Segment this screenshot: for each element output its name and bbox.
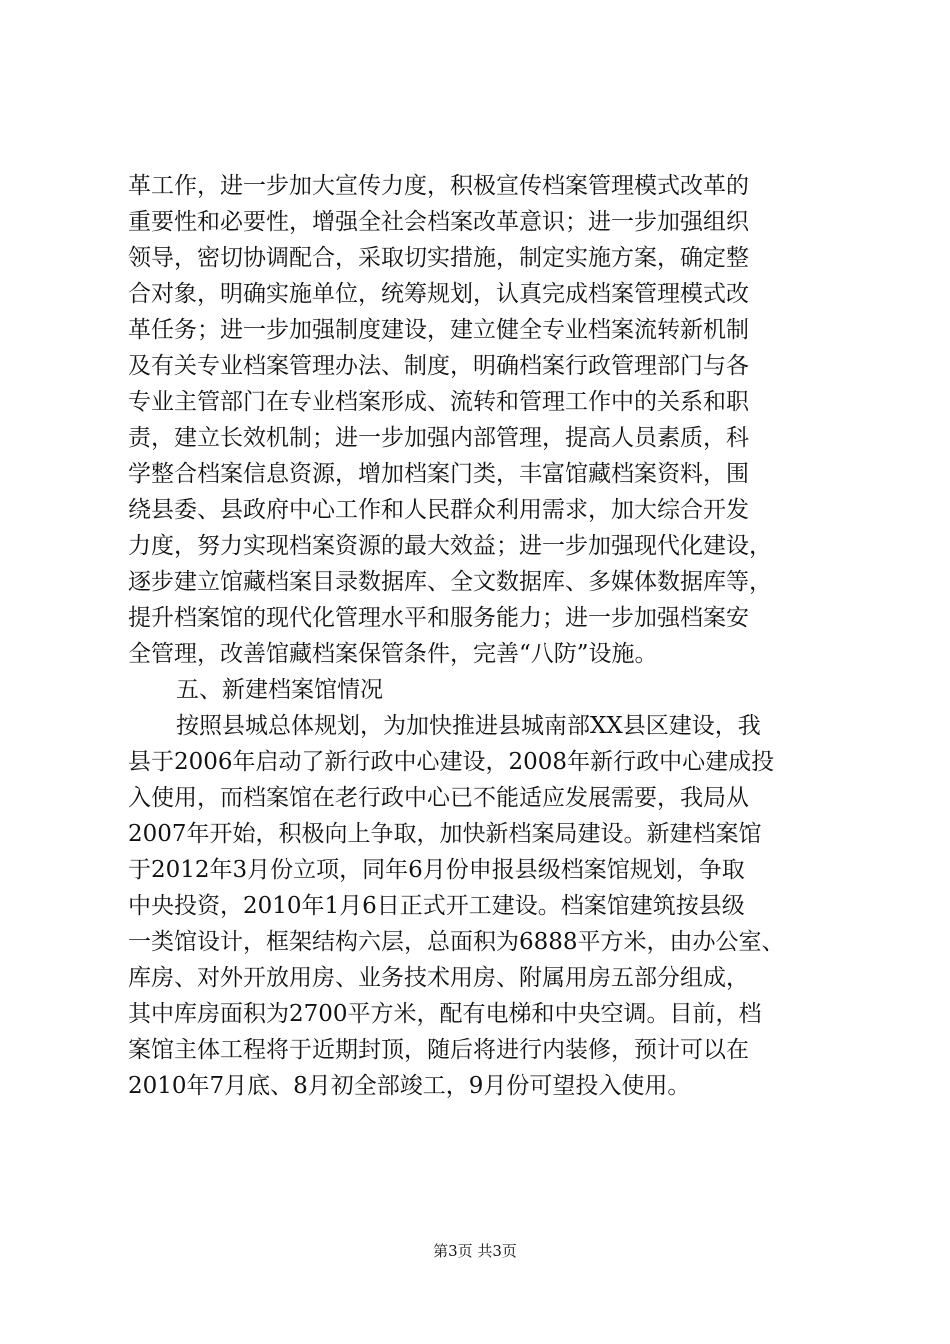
section-heading: 五、新建档案馆情况 <box>176 677 383 703</box>
text-line: 革工作，进一步加大宣传力度，积极宣传档案管理模式改革的 <box>128 173 749 199</box>
text-line: 2010年7月底、8月初全部竣工，9月份可望投入使用。 <box>128 1073 691 1099</box>
text-line: 责，建立长效机制；进一步加强内部管理，提高人员素质，科 <box>128 425 749 451</box>
text-line: 及有关专业档案管理办法、制度，明确档案行政管理部门与各 <box>128 353 749 379</box>
text-line: 力度，努力实现档案资源的最大效益；进一步加强现代化建设， <box>128 533 772 559</box>
page-footer <box>0 1241 950 1261</box>
text-line: 库房、对外开放用房、业务技术用房、附属用房五部分组成， <box>128 965 749 991</box>
text-line: 中央投资，2010年1月6日正式开工建设。档案馆建筑按县级 <box>128 893 745 919</box>
text-line: 绕县委、县政府中心工作和人民群众利用需求，加大综合开发 <box>128 497 749 523</box>
text-line: 其中库房面积为2700平方米，配有电梯和中央空调。目前，档 <box>128 1001 762 1027</box>
text-line: 于2012年3月份立项，同年6月份申报县级档案馆规划，争取 <box>128 857 745 883</box>
text-line: 专业主管部门在专业档案形成、流转和管理工作中的关系和职 <box>128 389 749 415</box>
text-line: 按照县城总体规划，为加快推进县城南部XX县区建设，我 <box>176 713 761 739</box>
text-line: 一类馆设计，框架结构六层，总面积为6888平方米，由办公室、 <box>128 929 785 955</box>
body-text <box>128 168 833 1104</box>
page-number: 第3页 共3页 <box>433 1242 517 1260</box>
text-line: 重要性和必要性，增强全社会档案改革意识；进一步加强组织 <box>128 209 749 235</box>
text-line: 入使用，而档案馆在老行政中心已不能适应发展需要，我局从 <box>128 785 749 811</box>
text-line: 全管理，改善馆藏档案保管条件，完善“八防”设施。 <box>128 641 658 667</box>
text-line: 革任务；进一步加强制度建设，建立健全专业档案流转新机制 <box>128 317 749 343</box>
text-line: 提升档案馆的现代化管理水平和服务能力；进一步加强档案安 <box>128 605 749 631</box>
text-line: 领导，密切协调配合，采取切实措施，制定实施方案，确定整 <box>128 245 749 271</box>
text-line: 县于2006年启动了新行政中心建设，2008年新行政中心建成投 <box>128 749 775 775</box>
text-line: 案馆主体工程将于近期封顶，随后将进行内装修，预计可以在 <box>128 1037 749 1063</box>
text-line: 2007年开始，积极向上争取，加快新档案局建设。新建档案馆 <box>128 821 762 847</box>
text-line: 学整合档案信息资源，增加档案门类，丰富馆藏档案资料，围 <box>128 461 749 487</box>
text-line: 逐步建立馆藏档案目录数据库、全文数据库、多媒体数据库等， <box>128 569 772 595</box>
text-line: 合对象，明确实施单位，统筹规划，认真完成档案管理模式改 <box>128 281 749 307</box>
